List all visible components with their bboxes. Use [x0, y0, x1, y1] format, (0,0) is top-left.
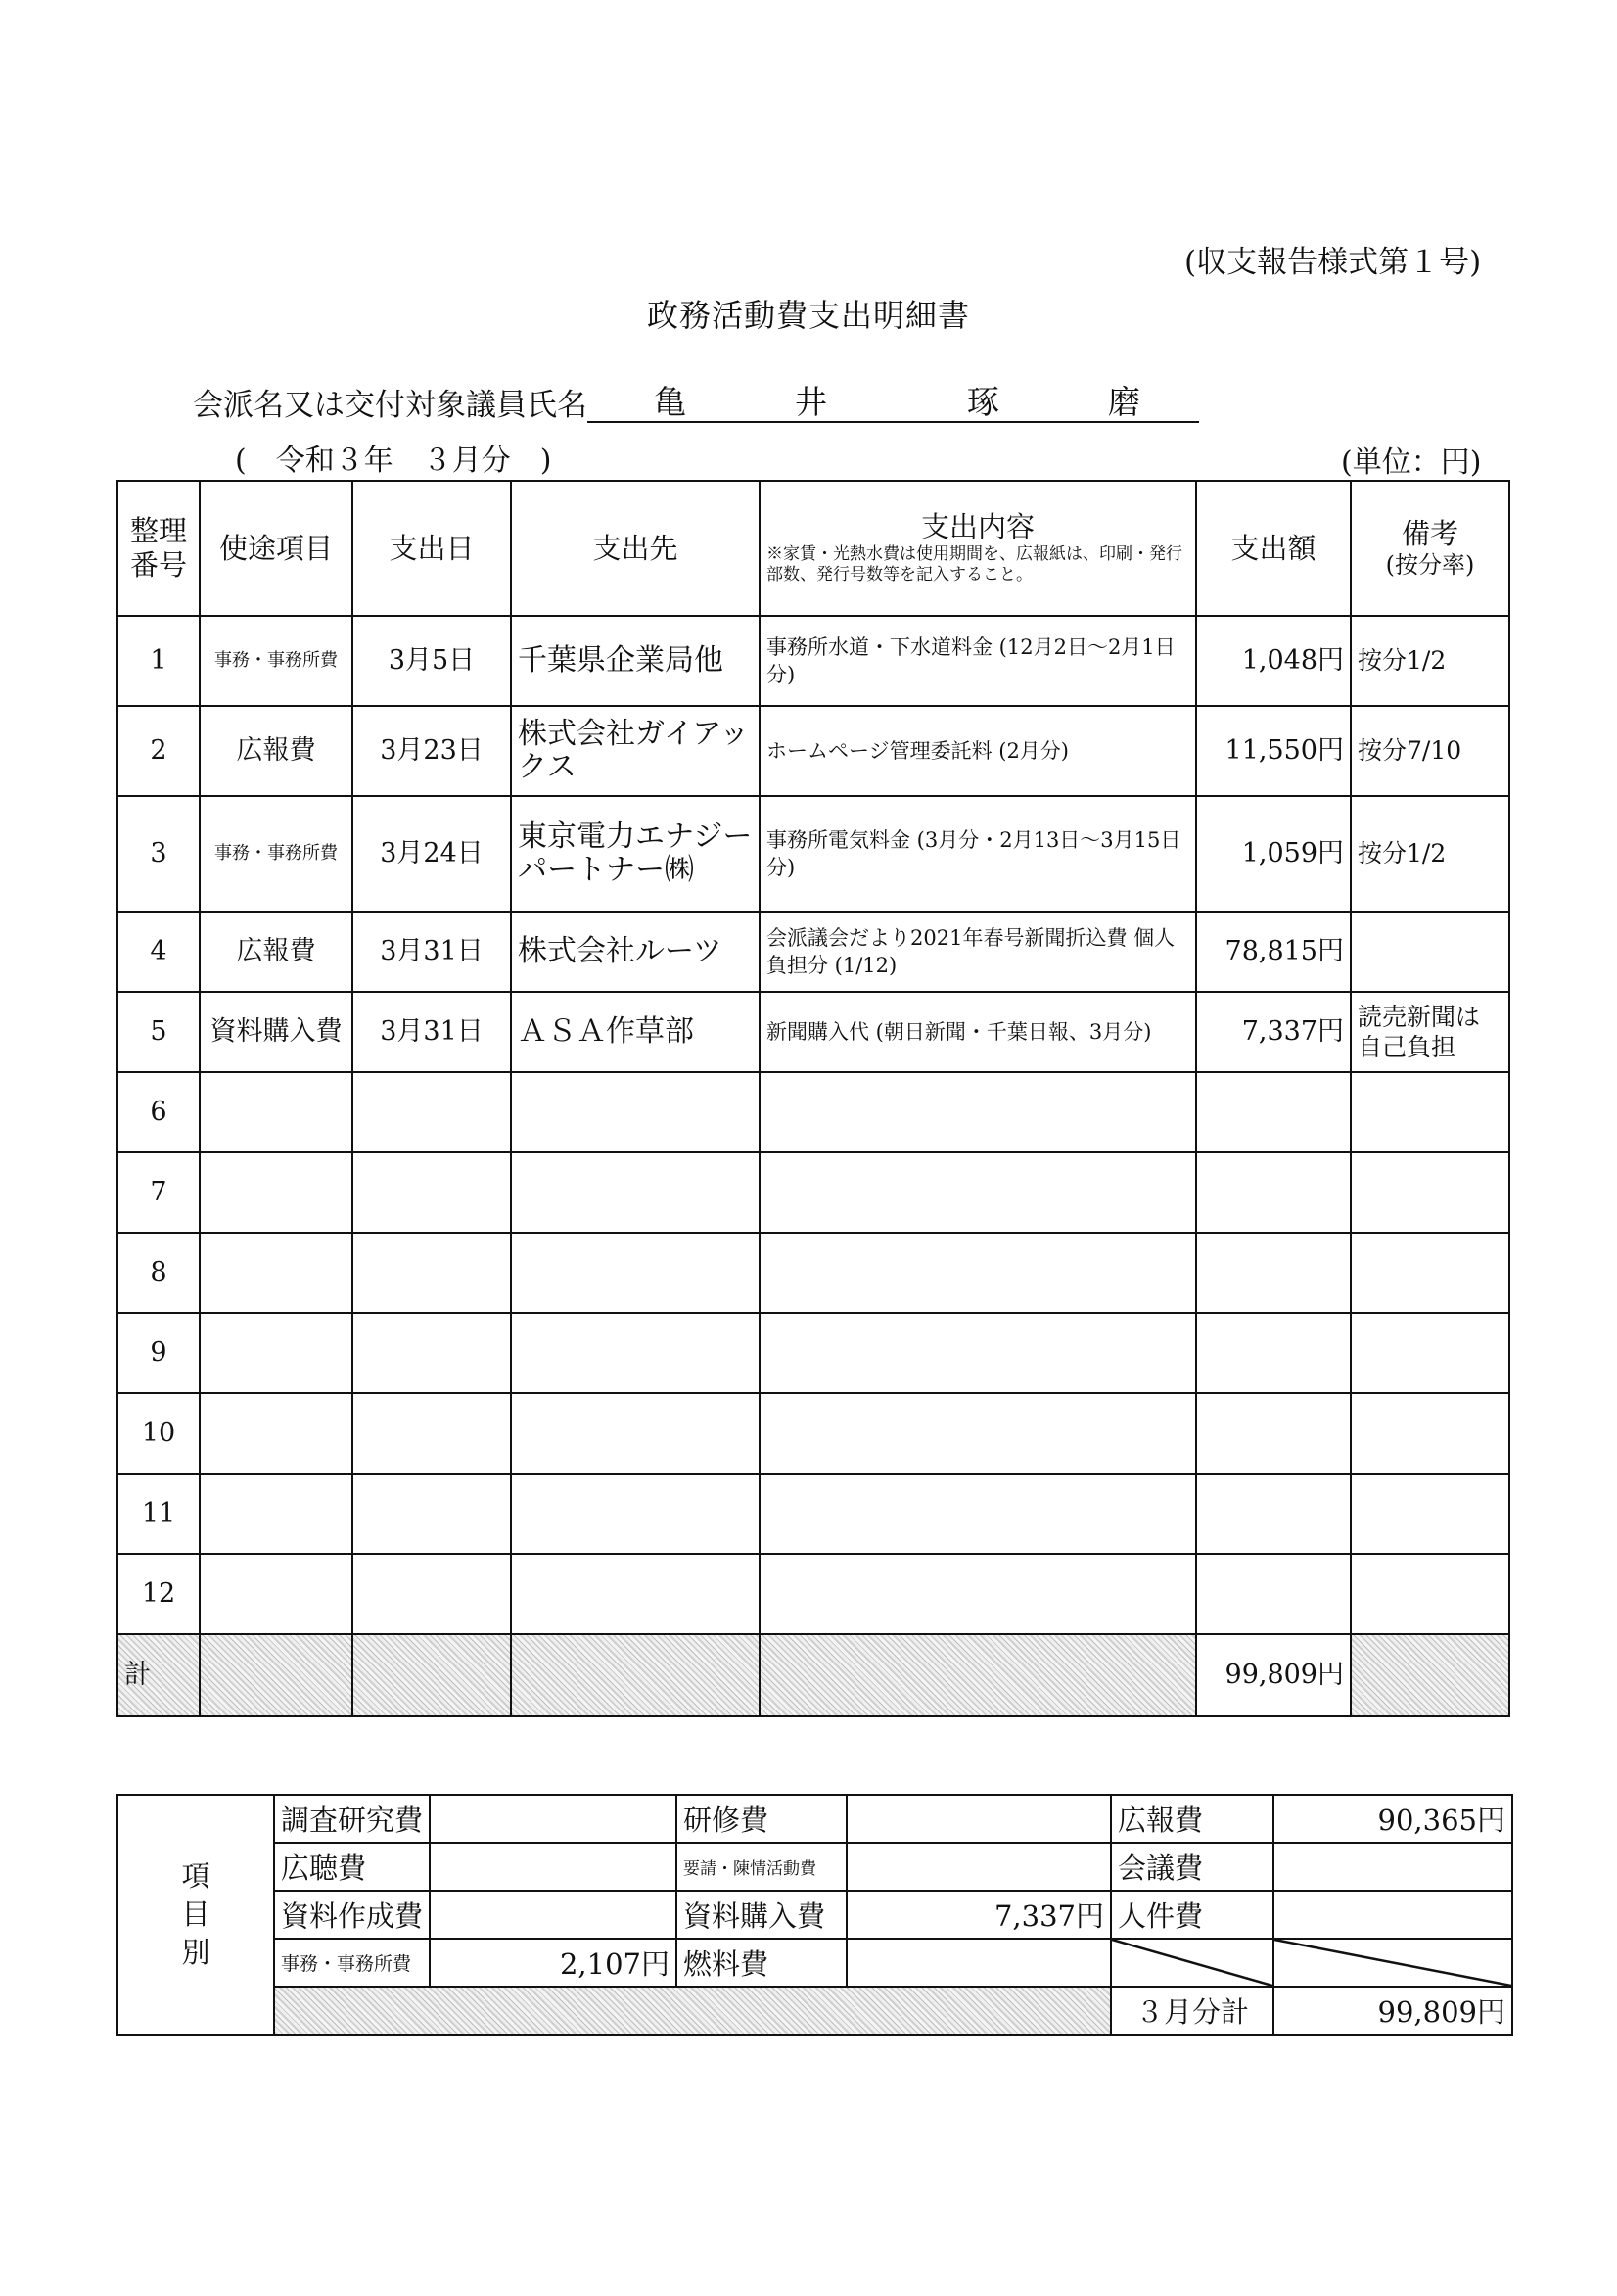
row-category — [200, 1233, 352, 1313]
row-number: 11 — [117, 1474, 200, 1554]
row-date — [352, 1233, 511, 1313]
row-date: 3月5日 — [352, 616, 511, 706]
row-description: 事務所水道・下水道料金 (12月2日～2月1日分) — [760, 616, 1196, 706]
summary-struck-cell — [1273, 1939, 1512, 1987]
row-payee — [511, 1152, 760, 1233]
summary-label-meeting: 会議費 — [1111, 1843, 1273, 1891]
summary-side-label: 項目別 — [117, 1795, 274, 2035]
expense-row — [117, 1474, 1509, 1554]
expense-row — [117, 912, 1509, 992]
summary-value-research — [430, 1795, 676, 1843]
row-description — [760, 1393, 1196, 1474]
row-payee: 東京電力エナジーパートナー㈱ — [511, 796, 760, 912]
row-date — [352, 1474, 511, 1554]
row-payee: ＡＳＡ作草部 — [511, 992, 760, 1072]
row-payee — [511, 1554, 760, 1634]
header-payee: 支出先 — [511, 481, 760, 616]
summary-label-training: 研修費 — [676, 1795, 847, 1843]
row-description — [760, 1233, 1196, 1313]
row-payee: 千葉県企業局他 — [511, 616, 760, 706]
expense-row — [117, 1313, 1509, 1393]
row-date: 3月23日 — [352, 706, 511, 796]
summary-value-fuel — [847, 1939, 1111, 1987]
summary-value-office: 2,107円 — [430, 1939, 676, 1987]
total-filler — [511, 1634, 760, 1716]
row-date — [352, 1072, 511, 1152]
row-number: 8 — [117, 1233, 200, 1313]
total-filler — [760, 1634, 1196, 1716]
row-remarks — [1351, 1474, 1509, 1554]
row-date: 3月31日 — [352, 992, 511, 1072]
summary-value-personnel — [1273, 1891, 1512, 1939]
row-description — [760, 1474, 1196, 1554]
row-number: 1 — [117, 616, 200, 706]
row-date: 3月24日 — [352, 796, 511, 912]
row-number: 4 — [117, 912, 200, 992]
row-remarks: 按分1/2 — [1351, 616, 1509, 706]
row-remarks — [1351, 1393, 1509, 1474]
row-category: 資料購入費 — [200, 992, 352, 1072]
expense-row — [117, 706, 1509, 796]
row-payee — [511, 1233, 760, 1313]
row-number: 5 — [117, 992, 200, 1072]
summary-label-materials-purchase: 資料購入費 — [676, 1891, 847, 1939]
row-date — [352, 1313, 511, 1393]
total-label: 計 — [117, 1634, 200, 1716]
row-amount: 1,048円 — [1196, 616, 1351, 706]
header-date: 支出日 — [352, 481, 511, 616]
summary-struck-cell — [1111, 1939, 1273, 1987]
row-description — [760, 1152, 1196, 1233]
row-category — [200, 1152, 352, 1233]
member-name-char: 磨 — [1108, 383, 1140, 421]
row-amount: 78,815円 — [1196, 912, 1351, 992]
row-date — [352, 1152, 511, 1233]
row-date — [352, 1554, 511, 1634]
summary-table — [116, 1794, 1513, 2036]
row-amount: 1,059円 — [1196, 796, 1351, 912]
total-filler — [352, 1634, 511, 1716]
expense-row — [117, 616, 1509, 706]
row-category — [200, 1072, 352, 1152]
row-date — [352, 1393, 511, 1474]
header-remarks-subtitle: (按分率) — [1385, 551, 1475, 579]
member-name-label: 会派名又は交付対象議員氏名 — [193, 388, 587, 423]
document-title: 政務活動費支出明細書 — [646, 297, 970, 334]
total-amount: 99,809円 — [1196, 1634, 1351, 1716]
row-remarks: 按分1/2 — [1351, 796, 1509, 912]
total-filler — [200, 1634, 352, 1716]
summary-label-fuel: 燃料費 — [676, 1939, 847, 1987]
row-remarks: 読売新聞は自己負担 — [1351, 992, 1509, 1072]
row-category: 広報費 — [200, 706, 352, 796]
header-description-note: ※家賃・光熱水費は使用期間を、広報紙は、印刷・発行部数、発行号数等を記入すること。 — [766, 544, 1182, 586]
summary-label-personnel: 人件費 — [1111, 1891, 1273, 1939]
row-amount — [1196, 1072, 1351, 1152]
row-amount — [1196, 1313, 1351, 1393]
row-remarks — [1351, 1152, 1509, 1233]
row-description: 事務所電気料金 (3月分・2月13日～3月15日分) — [760, 796, 1196, 912]
row-number: 12 — [117, 1554, 200, 1634]
summary-value-materials-purchase: 7,337円 — [847, 1891, 1111, 1939]
summary-label-office: 事務・事務所費 — [274, 1939, 430, 1987]
row-category: 事務・事務所費 — [200, 796, 352, 912]
row-number: 9 — [117, 1313, 200, 1393]
header-remarks — [1351, 481, 1509, 616]
row-remarks: 按分7/10 — [1351, 706, 1509, 796]
header-category: 使途項目 — [200, 481, 352, 616]
row-payee — [511, 1313, 760, 1393]
summary-label-petition: 要請・陳情活動費 — [676, 1843, 847, 1891]
summary-value-petition — [847, 1843, 1111, 1891]
summary-label-materials-creation: 資料作成費 — [274, 1891, 430, 1939]
expense-row — [117, 796, 1509, 912]
row-number: 7 — [117, 1152, 200, 1233]
expense-row — [117, 1152, 1509, 1233]
expense-row — [117, 1393, 1509, 1474]
row-amount — [1196, 1474, 1351, 1554]
summary-month-total-value: 99,809円 — [1273, 1987, 1512, 2035]
expense-row — [117, 992, 1509, 1072]
header-amount: 支出額 — [1196, 481, 1351, 616]
member-name-field — [587, 377, 1199, 423]
header-no: 整理番号 — [117, 481, 200, 616]
summary-shaded-filler — [274, 1987, 1111, 2035]
row-category — [200, 1474, 352, 1554]
row-date: 3月31日 — [352, 912, 511, 992]
row-payee — [511, 1393, 760, 1474]
row-description: ホームページ管理委託料 (2月分) — [760, 706, 1196, 796]
summary-label-pr: 広報費 — [1111, 1795, 1273, 1843]
row-remarks — [1351, 912, 1509, 992]
summary-value-hearing — [430, 1843, 676, 1891]
total-filler — [1351, 1634, 1509, 1716]
summary-month-total-label: ３月分計 — [1111, 1987, 1273, 2035]
row-amount — [1196, 1152, 1351, 1233]
form-number: (収支報告様式第１号) — [1184, 245, 1482, 280]
row-category: 広報費 — [200, 912, 352, 992]
summary-label-hearing: 広聴費 — [274, 1843, 430, 1891]
row-number: 3 — [117, 796, 200, 912]
summary-value-materials-creation — [430, 1891, 676, 1939]
summary-value-pr: 90,365円 — [1273, 1795, 1512, 1843]
unit-label: (単位：円) — [1341, 445, 1482, 480]
row-remarks — [1351, 1554, 1509, 1634]
row-category — [200, 1313, 352, 1393]
header-description — [760, 481, 1196, 616]
member-name-char: 琢 — [967, 383, 999, 421]
row-remarks — [1351, 1072, 1509, 1152]
header-description-title: 支出内容 — [920, 510, 1035, 544]
expense-rows — [117, 616, 1509, 1634]
row-description: 新聞購入代 (朝日新聞・千葉日報、3月分) — [760, 992, 1196, 1072]
expense-row — [117, 1072, 1509, 1152]
row-amount: 11,550円 — [1196, 706, 1351, 796]
row-payee: 株式会社ルーツ — [511, 912, 760, 992]
member-name-char: 亀 — [654, 383, 686, 421]
summary-label-research: 調査研究費 — [274, 1795, 430, 1843]
expense-row — [117, 1554, 1509, 1634]
row-amount — [1196, 1393, 1351, 1474]
header-remarks-title: 備考 — [1401, 517, 1458, 551]
row-amount — [1196, 1233, 1351, 1313]
row-number: 10 — [117, 1393, 200, 1474]
row-amount: 7,337円 — [1196, 992, 1351, 1072]
row-description — [760, 1554, 1196, 1634]
reporting-period: ( 令和３年 ３月分 ) — [235, 444, 552, 478]
row-payee: 株式会社ガイアックス — [511, 706, 760, 796]
row-category: 事務・事務所費 — [200, 616, 352, 706]
row-description — [760, 1072, 1196, 1152]
row-payee — [511, 1072, 760, 1152]
row-description — [760, 1313, 1196, 1393]
summary-value-training — [847, 1795, 1111, 1843]
row-category — [200, 1393, 352, 1474]
row-remarks — [1351, 1313, 1509, 1393]
row-description: 会派議会だより2021年春号新聞折込費 個人負担分 (1/12) — [760, 912, 1196, 992]
member-name-char: 井 — [795, 383, 827, 421]
row-payee — [511, 1474, 760, 1554]
row-number: 2 — [117, 706, 200, 796]
row-remarks — [1351, 1233, 1509, 1313]
row-category — [200, 1554, 352, 1634]
expense-row — [117, 1233, 1509, 1313]
summary-value-meeting — [1273, 1843, 1512, 1891]
row-amount — [1196, 1554, 1351, 1634]
expense-table — [116, 480, 1510, 1717]
row-number: 6 — [117, 1072, 200, 1152]
